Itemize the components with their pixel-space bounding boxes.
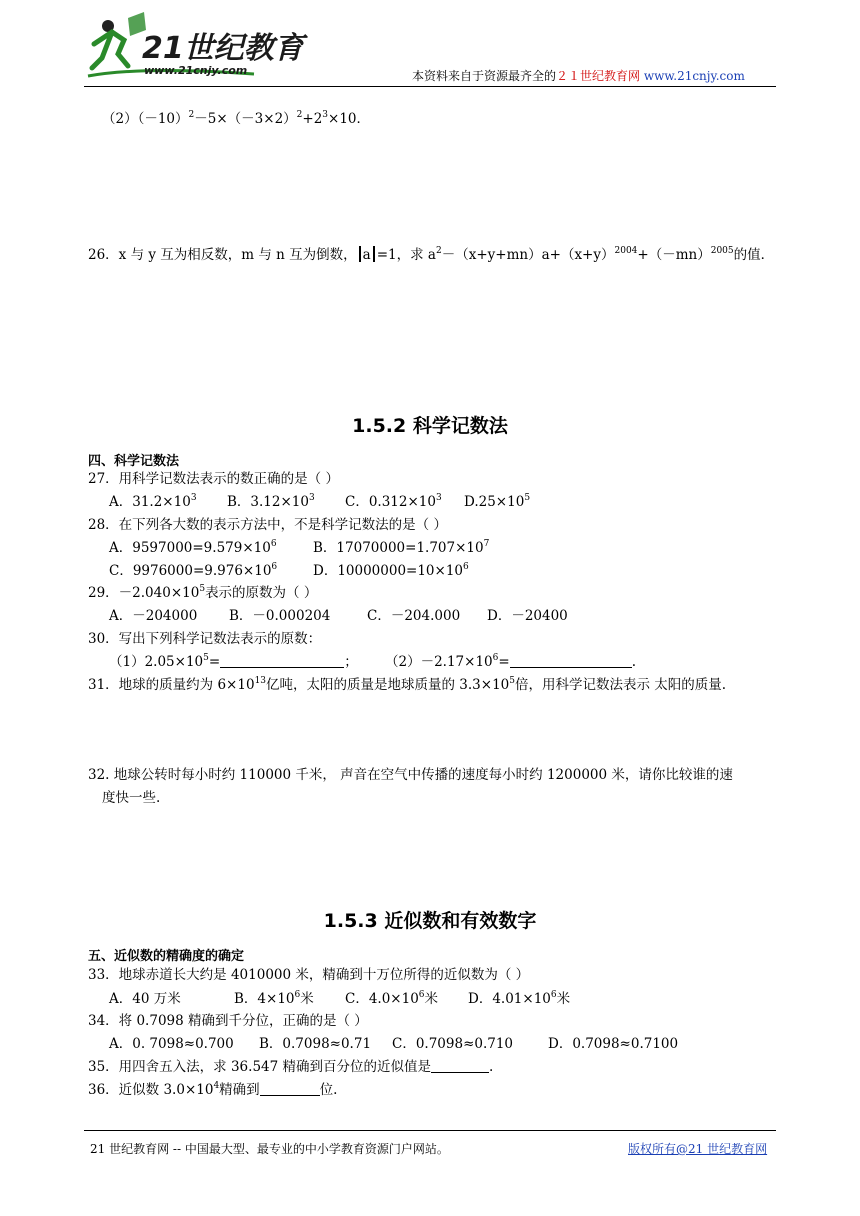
header-divider <box>84 86 776 87</box>
logo-text: 21世纪教育 <box>142 31 304 66</box>
q32-line2: 度快一些. <box>102 790 161 806</box>
q28-stem: 28．在下列各大数的表示方法中，不是科学记数法的是（ ） <box>88 517 447 533</box>
logo-url: www.21cnjy.com <box>144 64 248 77</box>
header-source-line <box>412 67 745 84</box>
abs-bar-right <box>373 246 375 262</box>
q36-blank[interactable] <box>260 1083 320 1096</box>
runner-logo-icon <box>84 10 304 88</box>
q29-stem: 29．$-2.040\times 10^5$表示的原数为（ ） <box>88 584 318 601</box>
q30-blank-2[interactable] <box>510 655 632 668</box>
header-source-site[interactable]: ２１世纪教育网 <box>556 69 641 83</box>
q32-line1: 32. 地球公转时每小时约 110000 千米， 声音在空气中传播的速度每小时约 1200000 米，请你比较谁的速 <box>88 767 733 783</box>
q30-blank-1[interactable] <box>220 655 344 668</box>
footer-left-text: 21 世纪教育网 -- 中国最大型、最专业的中小学教育资源门户网站。 <box>90 1142 449 1156</box>
section-title-153: 1.5.3 近似数和有效数字 <box>323 910 537 932</box>
q35-blank[interactable] <box>431 1060 489 1073</box>
q34-stem: 34．将 0.7098 精确到千分位，正确的是（ ） <box>88 1013 368 1029</box>
q35: 35．用四舍五入法，求 36.547 精确到百分位的近似值是 . <box>88 1059 494 1075</box>
q25-part2: $(2)(-10)^2-5\times(-3\times 2)^2+2^3\times 10$． <box>102 110 371 127</box>
section-sub-152: 四、科学记数法 <box>88 454 180 469</box>
abs-bar-left <box>359 246 361 262</box>
footer-copyright-link[interactable]: 版权所有@21 世纪教育网 <box>628 1142 768 1156</box>
q31: 31．地球的质量约为 $6\times 10^{13}$亿吨，太阳的质量是地球质量的 $3.3\times 10^5$倍，用科学记数法表示 太阳的质量. <box>88 676 727 693</box>
q27-stem: 27．用科学记数法表示的数正确的是（ ） <box>88 471 339 487</box>
q33-stem: 33．地球赤道长大约是 4010000 米，精确到十万位所得的近似数为（ ） <box>88 967 530 983</box>
footer-divider <box>84 1130 776 1131</box>
header-source-prefix: 本资料来自于资源最齐全的 <box>412 69 557 83</box>
section-title-152: 1.5.2 科学记数法 <box>352 415 508 437</box>
q36: 36．近似数 $3.0\times 10^4$精确到 位. <box>88 1081 338 1098</box>
q26: 26．x 与 y 互为相反数，m 与 n 互为倒数， a =1，求 $a^2-(x+y+mn)a+(x+y)^{2004}+(-mn)^{2005}$的值． <box>88 246 775 263</box>
header-source-url[interactable]: www.21cnjy.com <box>643 69 745 83</box>
q30-stem: 30．写出下列科学记数法表示的原数： <box>88 631 322 647</box>
site-logo <box>84 10 304 88</box>
section-sub-153: 五、近似数的精确度的确定 <box>88 949 245 964</box>
